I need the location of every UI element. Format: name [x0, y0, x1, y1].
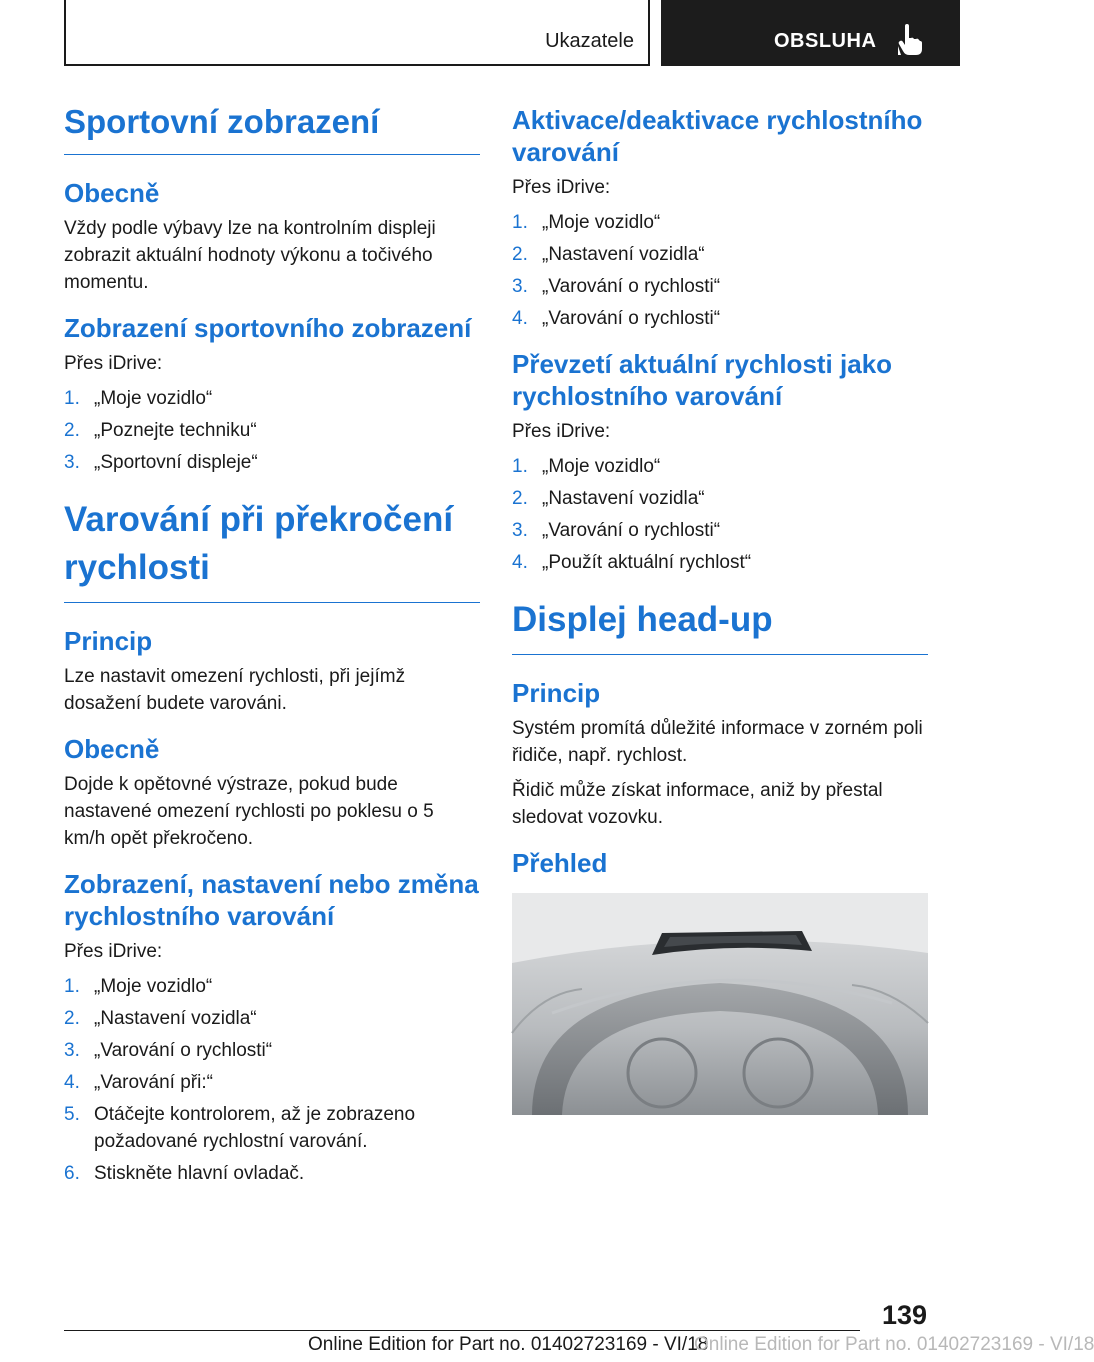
general-text: Dojde k opětovné výstraze, pokud bude nastavené omezení rychlosti po poklesu o 5 km/h opět překročeno. [64, 774, 434, 849]
step-text: „Varování o rychlosti“ [542, 520, 721, 541]
change-warning-heading: Zobrazení, nastavení nebo změna rychlostního varování [64, 869, 479, 931]
step-text: „Moje vozidlo“ [94, 388, 213, 409]
page-number: 139 [881, 1300, 927, 1330]
step-number: 2. [64, 420, 80, 441]
list-item [64, 1037, 480, 1064]
list-item [512, 517, 928, 544]
list-item [512, 273, 928, 300]
section-title: Ukazatele [545, 30, 634, 52]
step-number: 1. [64, 388, 80, 409]
adopt-speed-steps [512, 453, 928, 576]
step-number: 2. [512, 244, 528, 265]
hud-principle-heading: Princip [512, 678, 601, 708]
adopt-speed-intro: Přes iDrive: [512, 421, 611, 442]
list-item [512, 549, 928, 576]
step-number: 2. [512, 488, 528, 509]
activate-warning-steps [512, 209, 928, 332]
sport-general-text: Vždy podle výbavy lze na kontrolním displeji zobrazit aktuální hodnoty výkonu a točivého momentu. [64, 218, 436, 293]
sport-display-intro: Přes iDrive: [64, 353, 163, 374]
step-number: 3. [512, 276, 528, 297]
step-number: 4. [512, 552, 528, 573]
activate-warning-heading: Aktivace/deaktivace rychlostního varování [512, 105, 923, 167]
overview-heading: Přehled [512, 848, 608, 878]
list-item [512, 305, 928, 332]
step-text: Otáčejte kontrolorem, až je zobrazeno požadované rychlostní varování. [94, 1104, 416, 1152]
step-number: 5. [64, 1104, 80, 1125]
hud-principle-text: Systém promítá důležité informace v zorném poli řidiče, např. rychlost. [512, 718, 923, 766]
step-text: „Varování o rychlosti“ [94, 1040, 273, 1061]
list-item [64, 385, 480, 412]
list-item [64, 1101, 480, 1155]
list-item [64, 973, 480, 1000]
left-column [64, 100, 480, 1195]
chapter-tab-label: OBSLUHA [774, 30, 877, 52]
list-item [64, 1005, 480, 1032]
hud-principle-text: Řidič může získat informace, aniž by přestal sledovat vozovku. [512, 780, 883, 828]
step-text: „Moje vozidlo“ [94, 976, 213, 997]
step-number: 6. [64, 1163, 80, 1184]
head-up-display-photo [512, 893, 928, 1115]
step-number: 3. [512, 520, 528, 541]
step-text: „Nastavení vozidla“ [542, 488, 705, 509]
change-warning-intro: Přes iDrive: [64, 941, 163, 962]
change-warning-steps [64, 973, 480, 1187]
list-item [512, 485, 928, 512]
principle-text: Lze nastavit omezení rychlosti, při jejímž dosažení budete varováni. [64, 666, 406, 714]
sport-display-heading: Zobrazení sportovního zobrazení [64, 313, 472, 343]
step-number: 3. [64, 1040, 80, 1061]
activate-warning-intro: Přes iDrive: [512, 177, 611, 198]
hud-title: Displej head-up [512, 596, 928, 655]
step-number: 4. [64, 1072, 80, 1093]
footer-rule [64, 1330, 860, 1331]
step-text: „Moje vozidlo“ [542, 456, 661, 477]
watermark-text: Online Edition for Part no. 01402723169 - VI/18 [694, 1334, 1094, 1355]
step-text: „Sportovní displeje“ [94, 452, 258, 473]
speed-warning-title: Varování při překročení rychlosti [64, 496, 480, 603]
general-heading: Obecně [64, 734, 160, 764]
step-number: 4. [512, 308, 528, 329]
edition-text: Online Edition for Part no. 01402723169 - VI/18 [308, 1334, 709, 1355]
principle-heading: Princip [64, 626, 153, 656]
step-number: 1. [512, 212, 528, 233]
step-text: „Varování při:“ [94, 1072, 213, 1093]
step-text: „Nastavení vozidla“ [94, 1008, 257, 1029]
sport-display-title: Sportovní zobrazení [64, 100, 480, 155]
right-column [512, 100, 928, 1115]
step-number: 2. [64, 1008, 80, 1029]
list-item [64, 1069, 480, 1096]
sport-general-heading: Obecně [64, 178, 160, 208]
step-text: „Varování o rychlosti“ [542, 308, 721, 329]
adopt-speed-heading: Převzetí aktuální rychlosti jako rychlostního varování [512, 349, 893, 411]
step-text: Stiskněte hlavní ovladač. [94, 1163, 305, 1184]
list-item [64, 1160, 480, 1187]
pointing-hand-icon [897, 24, 923, 56]
page-header [0, 0, 960, 66]
step-number: 3. [64, 452, 80, 473]
step-number: 1. [512, 456, 528, 477]
list-item [512, 241, 928, 268]
step-number: 1. [64, 976, 80, 997]
step-text: „Poznejte techniku“ [94, 420, 257, 441]
list-item [64, 449, 480, 476]
list-item [64, 417, 480, 444]
section-header-box [64, 0, 650, 66]
step-text: „Použít aktuální rychlost“ [542, 552, 752, 573]
list-item [512, 209, 928, 236]
step-text: „Moje vozidlo“ [542, 212, 661, 233]
step-text: „Varování o rychlosti“ [542, 276, 721, 297]
step-text: „Nastavení vozidla“ [542, 244, 705, 265]
chapter-tab[interactable] [661, 0, 960, 66]
sport-display-steps [64, 385, 480, 476]
dashboard-illustration [512, 893, 928, 1115]
list-item [512, 453, 928, 480]
